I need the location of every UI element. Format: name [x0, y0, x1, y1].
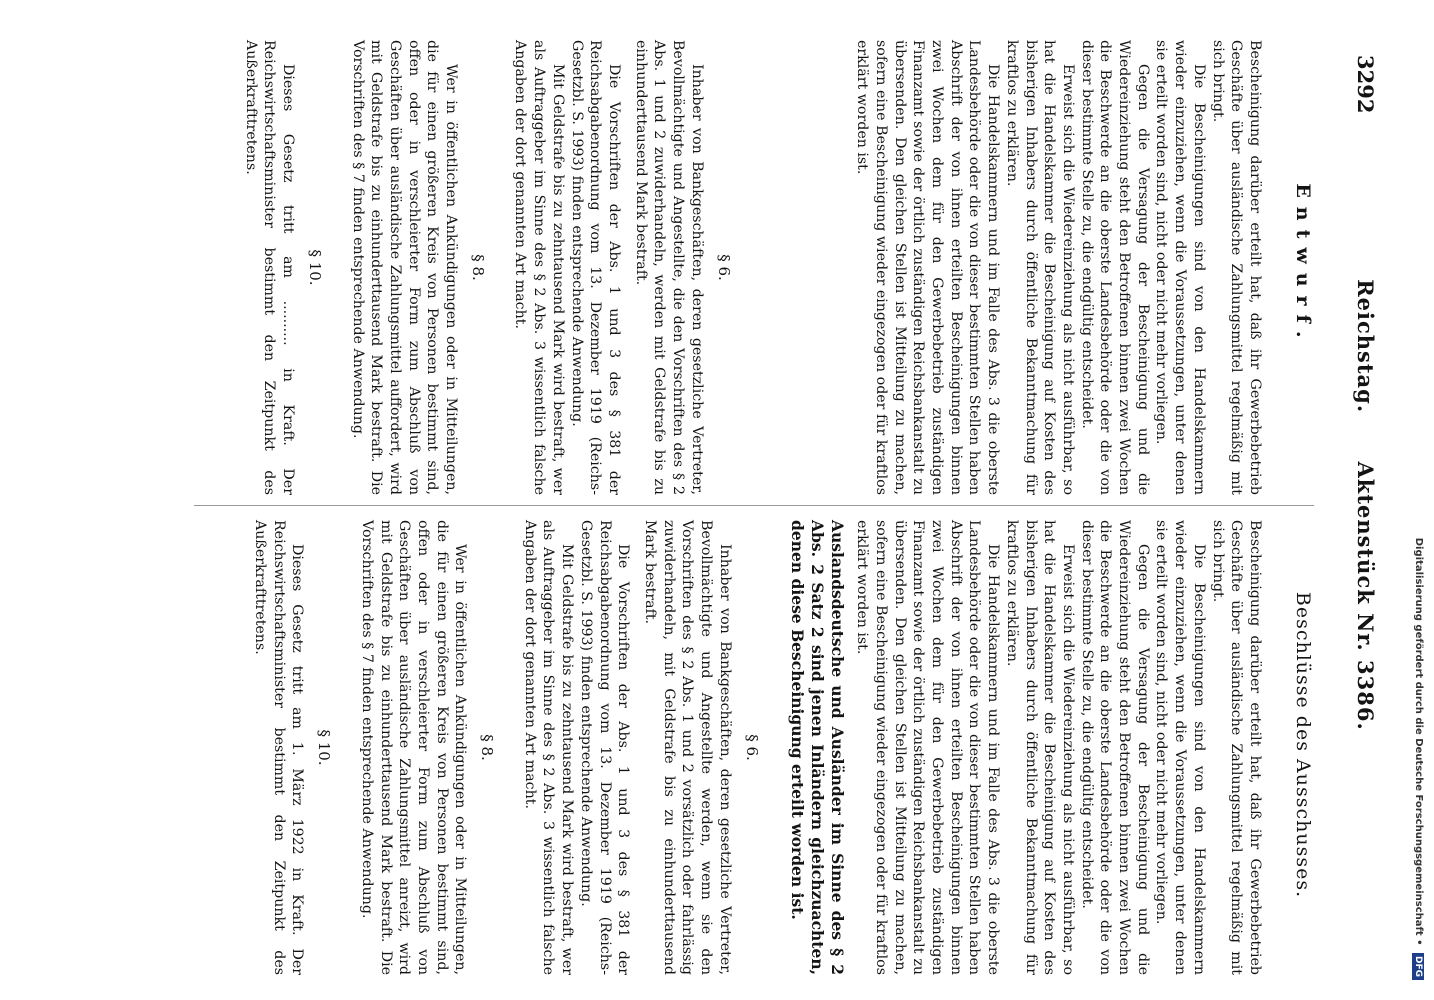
page-number: 3292 — [1353, 55, 1378, 114]
emphasized-amendment: Auslandsdeutsche und Ausländer im Sinne des § 2 Abs. 2 Satz 2 sind jenen Inländern gleichzuachten, denen diese Bescheinigung erteilt worden ist. — [787, 520, 847, 975]
paragraph: Die Vorschriften der Abs. 1 und 3 des § 381 der Reichsabgabenordnung vom 13. Dezember 1919 (Reichs-Gesetzbl. S. 1993) finden entsprechende Anwendung. — [568, 40, 623, 495]
section-heading: § 10. — [315, 729, 334, 766]
digitization-stamp — [1412, 40, 1424, 980]
paragraph: Mit Geldstrafe bis zu zehntausend Mark wird bestraft, wer als Auftraggeber im Sinne des § 2 Abs. 3 wissentlich falsche Angaben der dort genannten Art macht. — [521, 520, 576, 975]
paragraph: Inhaber von Bankgeschäften, deren gesetzliche Vertreter, Bevollmächtigte und Angestellte werden, wenn sie den Vorschriften des § 2 Abs. 1 und 2 vorsätzlich oder fahrlässig zuwiderhandeln, mit Geldstrafe bis zu einhunderttausend Mark bestraft. — [642, 520, 733, 975]
paragraph: Gegen die Versagung der Bescheinigung und die Wiedereinziehung steht den Betroffenen binnen zwei Wochen die Beschwerde an die oberste Landesbehörde oder die von dieser bestimmte Stelle zu, die endgültig entscheidet. — [1078, 520, 1151, 975]
paragraph: Dieses Gesetz tritt am .......... in Kraft. Der Reichswirtschaftsminister bestimmt den Zeitpunkt des Außerkrafttretens. — [242, 40, 297, 495]
dfg-logo: DFG — [1412, 953, 1424, 980]
running-head-left: Reichstag. — [1353, 279, 1378, 414]
running-head-right: Aktenstück Nr. 3386. — [1353, 461, 1378, 731]
document-sheet — [14, 40, 1384, 975]
right-column-committee — [250, 520, 1264, 975]
section-heading: § 8. — [468, 254, 487, 281]
section-heading: § 6. — [742, 734, 761, 761]
paragraph: Bescheinigung darüber erteilt hat, daß ihr Gewerbebetrieb Geschäfte über ausländische Zahlungsmittel regelmäßig mit sich bringt. — [1209, 40, 1263, 495]
running-head — [1353, 40, 1378, 970]
paragraph: Die Bescheinigungen sind von den Handelskammern wieder einzuziehen, wenn die Voraussetzungen, unter denen sie erteilt worden sind, nicht oder nicht mehr vorliegen. — [1153, 40, 1207, 495]
left-column-draft — [241, 40, 1264, 495]
paragraph: Wer in öffentlichen Ankündigungen oder in Mitteilungen, die für einen größeren Kreis von Personen bestimmt sind, offen oder in verschleierter Form zum Abschluß von Geschäften über ausländische Zahlungsmittel auffordert, wird mit Geldstrafe bis zu einhunderttausend Mark bestraft. Die Vorschriften des § 7 finden entsprechende Anwendung. — [349, 40, 460, 495]
paragraph: Die Bescheinigungen sind von den Handelskammern wieder einzuziehen, wenn die Voraussetzungen, unter denen sie erteilt worden sind, nicht oder nicht mehr vorliegen. — [1153, 520, 1207, 975]
paragraph: Mit Geldstrafe bis zu zehntausend Mark wird bestraft, wer als Auftraggeber im Sinne des § 2 Abs. 3 wissentlich falsche Angaben der dort genannten Art macht. — [512, 40, 566, 495]
paragraph: Gegen die Versagung der Bescheinigung und die Wiedereinziehung steht den Betroffenen binnen zwei Wochen die Beschwerde an die oberste Landesbehörde oder die von dieser bestimmte Stelle zu, die endgültig entscheidet. — [1078, 40, 1151, 495]
paragraph: Die Vorschriften der Abs. 1 und 3 des § 381 der Reichsabgabenordnung vom 13. Dezember 1919 (Reichs-Gesetzbl. S. 1993) finden entsprechende Anwendung. — [577, 520, 632, 975]
paragraph: Die Handelskammern und im Falle des Abs. 3 die oberste Landesbehörde oder die von dieser bestimmten Stellen haben Abschrift der von ihnen erteilten Bescheinigungen binnen zwei Wochen dem für den Gewerbebetrieb zuständigen Finanzamt sowie der örtlich zuständigen Reichsbankanstalt zu übersenden. Den gleichen Stellen ist Mitteilung zu machen, sofern eine Bescheinigung wieder eingezogen oder für kraftlos erklärt worden ist. — [854, 520, 1002, 975]
paragraph: Erweist sich die Wiedereinziehung als nicht ausführbar, so hat die Handelskammer die Bescheinigung auf Kosten des bisherigen Inhabers durch öffentliche Bekanntmachung für kraftlos zu erklären. — [1003, 40, 1076, 495]
paragraph: Dieses Gesetz tritt am 1. März 1922 in Kraft. Der Reichswirtschaftsminister bestimmt den Zeitpunkt des Außerkrafttretens. — [252, 520, 306, 975]
paragraph: Erweist sich die Wiedereinziehung als nicht ausführbar, so hat die Handelskammer die Bescheinigung auf Kosten des bisherigen Inhabers durch öffentliche Bekanntmachung für kraftlos zu erklären. — [1003, 520, 1076, 975]
section-heading: § 6. — [714, 254, 733, 281]
paragraph: Inhaber von Bankgeschäften, deren gesetzliche Vertreter, Bevollmächtigte und Angestellte, die den Vorschriften des § 2 Abs. 1 und 2 zuwiderhandeln, werden mit Geldstrafe bis zu einhunderttausend Mark bestraft. — [632, 40, 705, 495]
column-divider — [194, 505, 1314, 506]
digitization-note: Digitalisierung gefördert durch die Deutsche Forschungsgemeinschaft • — [1413, 537, 1424, 946]
left-column-heading: Entwurf. — [1292, 183, 1314, 347]
right-column-heading: Beschlüsse des Ausschusses. — [1292, 591, 1314, 899]
paragraph: Wer in öffentlichen Ankündigungen oder in Mitteilungen, die für einen größeren Kreis von Personen bestimmt sind, offen oder in verschleierter Form zum Abschluß von Geschäften über ausländische Zahlungsmittel anreizt, wird mit Geldstrafe bis zu einhunderttausend Mark bestraft. Die Vorschriften des § 7 finden entsprechende Anwendung. — [358, 520, 469, 975]
section-heading: § 10. — [305, 249, 324, 286]
paragraph: Die Handelskammern und im Falle des Abs. 3 die oberste Landesbehörde oder die von dieser bestimmten Stellen haben Abschrift der von ihnen erteilten Bescheinigungen binnen zwei Wochen dem für den Gewerbebetrieb zuständigen Finanzamt sowie der örtlich zuständigen Reichsbankanstalt zu übersenden. Den gleichen Stellen ist Mitteilung zu machen, sofern eine Bescheinigung wieder eingezogen oder für kraftlos erklärt worden ist. — [854, 40, 1002, 495]
paragraph: Bescheinigung darüber erteilt hat, daß ihr Gewerbebetrieb Geschäfte über ausländische Zahlungsmittel regelmäßig mit sich bringt. — [1209, 520, 1263, 975]
page-header — [1324, 40, 1384, 970]
section-heading: § 8. — [478, 734, 497, 761]
